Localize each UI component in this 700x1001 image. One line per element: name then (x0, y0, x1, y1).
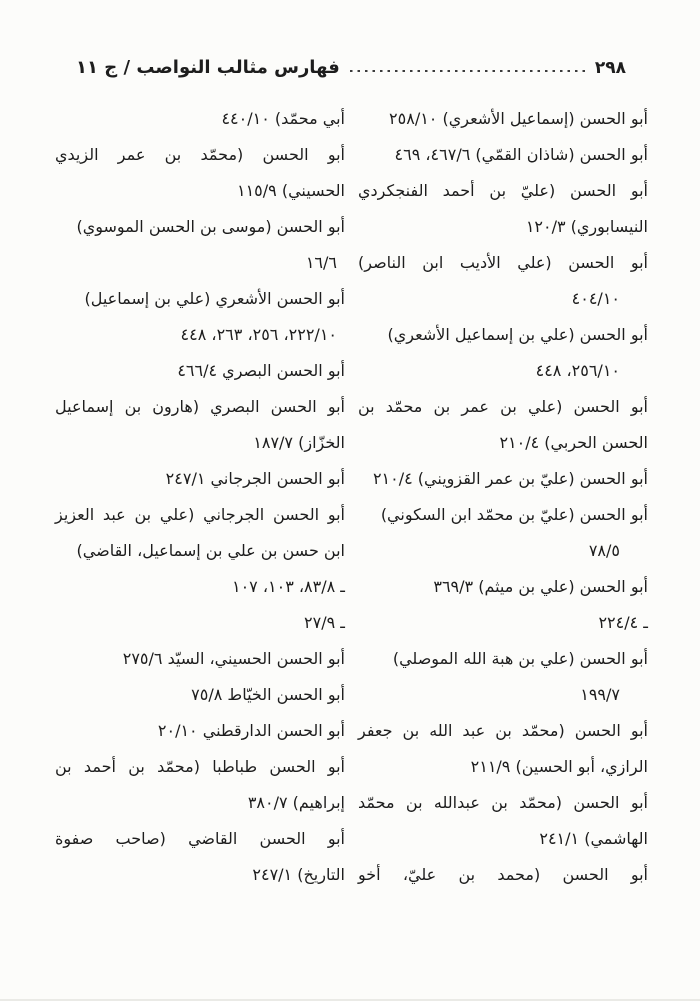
index-entry: أبو الحسن (محمد بن عليّ، أخو (358, 865, 648, 884)
index-entry: أبو الحسن (عليّ بن أحمد الفنجكردي (358, 181, 648, 200)
index-entry: أبو الحسن الحسيني، السيّد ٢٧٥/٦ (122, 649, 345, 668)
dotted-leader (350, 70, 585, 72)
index-entry: ١٩٩/٧ (580, 685, 620, 704)
index-entry: أبو الحسن (محمّد بن عبد الله بن جعفر (358, 721, 648, 740)
index-entry: أبو الحسن (إسماعيل الأشعري) ٢٥٨/١٠ (389, 109, 648, 128)
book-title: فهارس مثالب النواصب / ج ١١ (76, 57, 340, 78)
index-entry: أبو الحسن البصري (هارون بن إسماعيل (55, 397, 345, 416)
index-entry: الهاشمي) ٢٤١/١ (539, 829, 648, 848)
index-entry: الحسن الحربي) ٢١٠/٤ (499, 433, 648, 452)
index-entry: أبو الحسن الجرجاني ٢٤٧/١ (165, 469, 345, 488)
index-entry: إبراهيم) ٣٨٠/٧ (247, 793, 345, 812)
index-entry: أبو الحسن الجرجاني (علي بن عبد العزيز (55, 505, 345, 524)
index-entry: أبو الحسن الأشعري (علي بن إسماعيل) (84, 289, 345, 308)
index-column-right (358, 101, 648, 893)
index-entry: أبو الحسن (علي بن عمر بن محمّد بن (358, 397, 648, 416)
index-entry: أبو الحسن (محمّد بن عمر الزيدي (55, 145, 345, 164)
index-entry: ٢٢٢/١٠، ٢٥٦، ٢٦٣، ٤٤٨ (180, 325, 337, 344)
index-entry: أبو الحسن الخيّاط ٧٥/٨ (191, 685, 345, 704)
index-entry: ابن حسن بن علي بن إسماعيل، القاضي) (76, 541, 345, 560)
index-entry: أبو الحسن (عليّ بن عمر القزويني) ٢١٠/٤ (372, 469, 648, 488)
index-entry: أبو الحسن (محمّد بن عبدالله بن محمّد (358, 793, 648, 812)
index-entry: الخزّاز) ١٨٧/٧ (253, 433, 345, 452)
index-entry: أبي محمّد) ٤٤٠/١٠ (221, 109, 345, 128)
index-column-left (55, 101, 345, 893)
index-entry: الحسيني) ١١٥/٩ (236, 181, 345, 200)
index-entry: ١٦/٦ (305, 253, 337, 272)
index-entry: ٤٠٤/١٠ (571, 289, 620, 308)
running-header (0, 0, 700, 78)
index-entry: أبو الحسن الدارقطني ٢٠/١٠ (157, 721, 345, 740)
index-entry: ـ ٢٢٤/٤ (598, 613, 648, 632)
index-entry: أبو الحسن القاضي (صاحب صفوة (55, 829, 345, 848)
index-entry: أبو الحسن طباطبا (محمّد بن أحمد بن (55, 757, 345, 776)
index-entry: ـ ٨٣/٨، ١٠٣، ١٠٧ (231, 577, 345, 596)
index-entry: أبو الحسن (علي بن إسماعيل الأشعري) (387, 325, 648, 344)
index-entry: أبو الحسن (موسى بن الحسن الموسوي) (76, 217, 345, 236)
page-number: ٢٩٨ (594, 58, 626, 78)
index-entry: الرازي، أبو الحسين) ٢١١/٩ (470, 757, 648, 776)
index-entry: التاريخ) ٢٤٧/١ (252, 865, 345, 884)
index-entry: ٢٥٦/١٠، ٤٤٨ (535, 361, 620, 380)
index-entry: ـ ٢٧/٩ (304, 613, 345, 632)
index-entry: النيسابوري) ١٢٠/٣ (525, 217, 648, 236)
index-entry: أبو الحسن (علي بن ميثم) ٣٦٩/٣ (433, 577, 648, 596)
index-entry: أبو الحسن البصري ٤٦٦/٤ (177, 361, 345, 380)
index-entry: ٧٨/٥ (588, 541, 620, 560)
index-entry: أبو الحسن (عليّ بن محمّد ابن السكوني) (380, 505, 648, 524)
index-entry: أبو الحسن (علي بن هبة الله الموصلي) (392, 649, 648, 668)
index-entry: أبو الحسن (شاذان القمّي) ٤٦٧/٦، ٤٦٩ (394, 145, 648, 164)
index-entry: أبو الحسن (علي الأديب ابن الناصر) (358, 253, 648, 272)
index-body (0, 78, 700, 893)
